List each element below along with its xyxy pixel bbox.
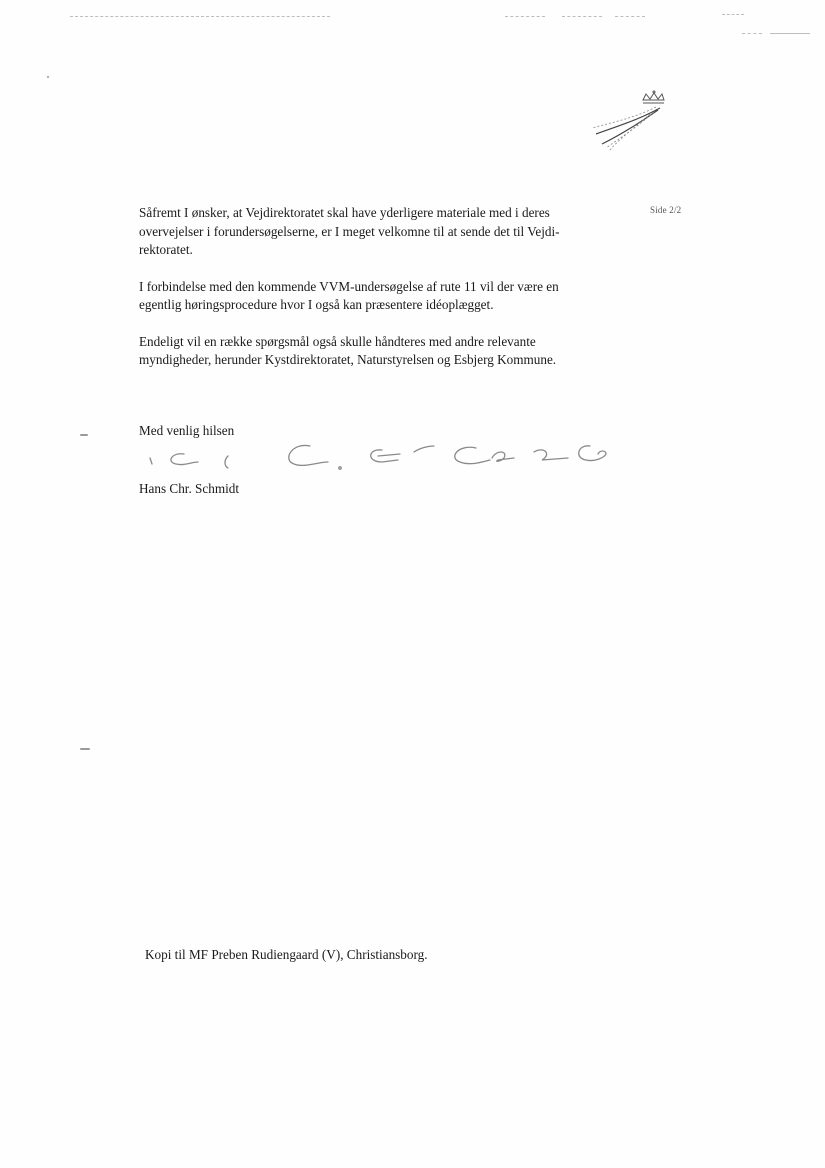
paragraph-hearing xyxy=(139,278,624,315)
body-line: overvejelser i forundersøgelserne, er I meget velkomne til at sende det til Vejdi- xyxy=(139,223,560,239)
body-line: Endeligt vil en række spørgsmål også skulle håndteres med andre relevante xyxy=(139,333,536,349)
body-line: rektoratet. xyxy=(139,242,193,257)
closing-salutation: Med venlig hilsen xyxy=(139,423,235,438)
scan-artifact-line xyxy=(742,33,762,34)
signer-name: Hans Chr. Schmidt xyxy=(139,481,240,496)
scan-artifact-line xyxy=(562,16,602,17)
crown-road-logo-icon xyxy=(588,90,672,154)
scan-speck xyxy=(80,434,88,436)
page-number: Side 2/2 xyxy=(650,205,682,215)
scan-artifact-line xyxy=(615,16,645,17)
scan-speck xyxy=(80,748,90,750)
handwritten-signature xyxy=(142,432,622,476)
body-line: I forbindelse med den kommende VVM-undersøgelse af rute 11 vil der være en xyxy=(139,278,559,294)
body-line: Såfremt I ønsker, at Vejdirektoratet skal have yderligere materiale med i deres xyxy=(139,205,550,220)
scan-artifact-line xyxy=(770,33,810,34)
body-line: myndigheder, herunder Kystdirektoratet, Naturstyrelsen og Esbjerg Kommune. xyxy=(139,352,557,367)
scan-artifact-line xyxy=(722,14,744,15)
copy-to-line: Kopi til MF Preben Rudiengaard (V), Christiansborg. xyxy=(145,947,428,962)
letter-body xyxy=(139,204,624,388)
body-line: egentlig høringsprocedure hvor I også kan præsentere idéoplægget. xyxy=(139,297,494,312)
scan-artifact-line xyxy=(505,16,545,17)
scan-speck xyxy=(47,76,49,78)
paragraph-materials xyxy=(139,204,624,260)
paragraph-authorities xyxy=(139,333,624,370)
scan-artifact-line xyxy=(70,16,330,17)
